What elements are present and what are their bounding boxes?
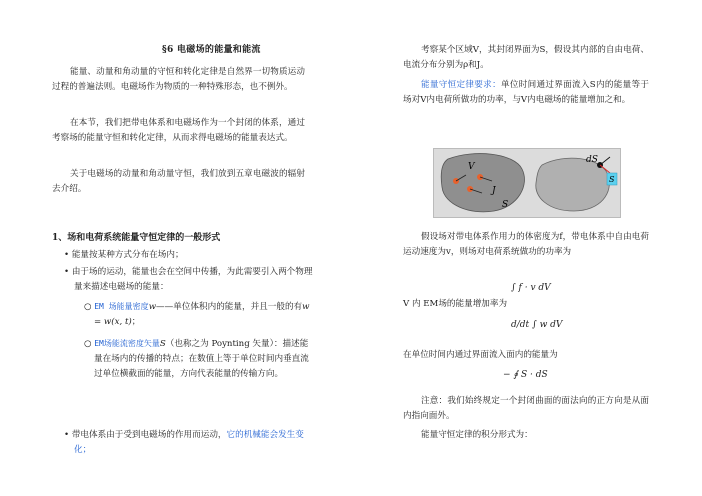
energy-density-term: EM 场能量密度	[94, 302, 149, 311]
bullet-text: 由于场的运动，能量也会在空间中传播，为此需要引入两个物理量来描述电磁场的能量：	[71, 267, 313, 292]
bullet-text: 能量按某种方式分布在场内；	[71, 250, 184, 260]
poynting-symbol: S	[159, 339, 166, 349]
volume-label: V	[468, 162, 475, 172]
equation-flux: − ∮ S · dS	[503, 370, 548, 380]
energy-density-symbol: w	[148, 302, 157, 312]
punctuation: ；	[131, 317, 141, 327]
bullet-item: • 由于场的运动，能量也会在空间中传播，为此需要引入两个物理量来描述电磁场的能量：	[64, 267, 313, 292]
conservation-text: 单位时间通过界面流入S内的能量等于场对V内电荷所做功的功率，与V内电磁场的能量增加之和。	[403, 80, 649, 105]
note-paragraph: 注意：我们始终规定一个封闭曲面的面法向的正方向是从面内指向面外。	[403, 396, 649, 421]
energy-increase-line: V 内 EM场的能量增加率为	[403, 299, 508, 309]
section-title: §6 电磁场的能量和能流	[162, 45, 261, 55]
sub-bullet-poynting: ○ EM场能流密度矢量S（也称之为 Poynting 矢量）：描述能量在场内的传播的特点；在数值上等于单位时间内垂直流过单位横截面的能量，方向代表能量的传输方向。	[84, 339, 309, 379]
section-heading: 1、场和电荷系统能量守恒定律的一般形式	[52, 233, 221, 243]
bullet-item: • 能量按某种方式分布在场内；	[64, 250, 184, 260]
power-paragraph: 假设场对带电体系作用力的体密度为f，带电体系中自由电荷运动速度为v，则场对电荷系统做功的功率为	[403, 232, 649, 257]
poynting-term: EM场能流密度矢量	[94, 339, 160, 348]
integral-form-line: 能量守恒定律的积分形式为：	[421, 430, 533, 440]
conservation-paragraph	[403, 78, 649, 108]
sub-bullet-energy-density: ○ EM 场能量密度w——单位体积内的能量，并且一般的有w = w(x, t)；	[84, 302, 310, 327]
region-figure	[433, 148, 621, 218]
conservation-heading: 能量守恒定律要求：	[421, 80, 501, 90]
energy-density-formula: w = w(x, t)	[94, 302, 310, 327]
region-paragraph: 考察某个区域V，其封闭界面为S，假设其内部的自由电荷、电流分布分别为ρ和J。	[403, 45, 649, 70]
area-element-label: dS	[586, 155, 598, 165]
intro-paragraph-3: 关于电磁场的动量和角动量守恒，我们放到五章电磁波的辐射去介绍。	[52, 169, 305, 194]
intro-paragraph-2: 在本节，我们把带电体系和电磁场作为一个封闭的体系，通过考察场的能量守恒和转化定律，从而求得电磁场的能量表达式。	[52, 118, 305, 143]
poynting-label: S	[609, 175, 615, 184]
bullet-item: • 带电体系由于受到电磁场的作用而运动，它的机械能会发生变化；	[64, 430, 304, 455]
equation-work-power: ∫ f · v dV	[511, 283, 551, 293]
poynting-text: （也称之为 Poynting 矢量）：描述能量在场内的传播的特点；在数值上等于单位时间内垂直流过单位横截面的能量，方向代表能量的传输方向。	[94, 339, 309, 379]
region-diagram	[434, 149, 620, 217]
current-label: J	[492, 186, 496, 196]
bullet-blue-text: 它的机械能会发生变化；	[74, 430, 304, 455]
equation-energy-rate: d/dt ∫ w dV	[511, 320, 563, 330]
energy-density-text: ——单位体积内的能量，并且一般的有	[156, 302, 303, 312]
intro-paragraph-1: 能量、动量和角动量的守恒和转化定律是自然界一切物质运动过程的普遍法则。电磁场作为物质的一种特殊形态，也不例外。	[52, 67, 305, 92]
normal-arrow	[600, 157, 610, 165]
flux-line: 在单位时间内通过界面流入面内的能量为	[403, 350, 558, 360]
surface-label: S	[502, 200, 509, 210]
bullet-text: 带电体系由于受到电磁场的作用而运动，	[71, 430, 227, 440]
